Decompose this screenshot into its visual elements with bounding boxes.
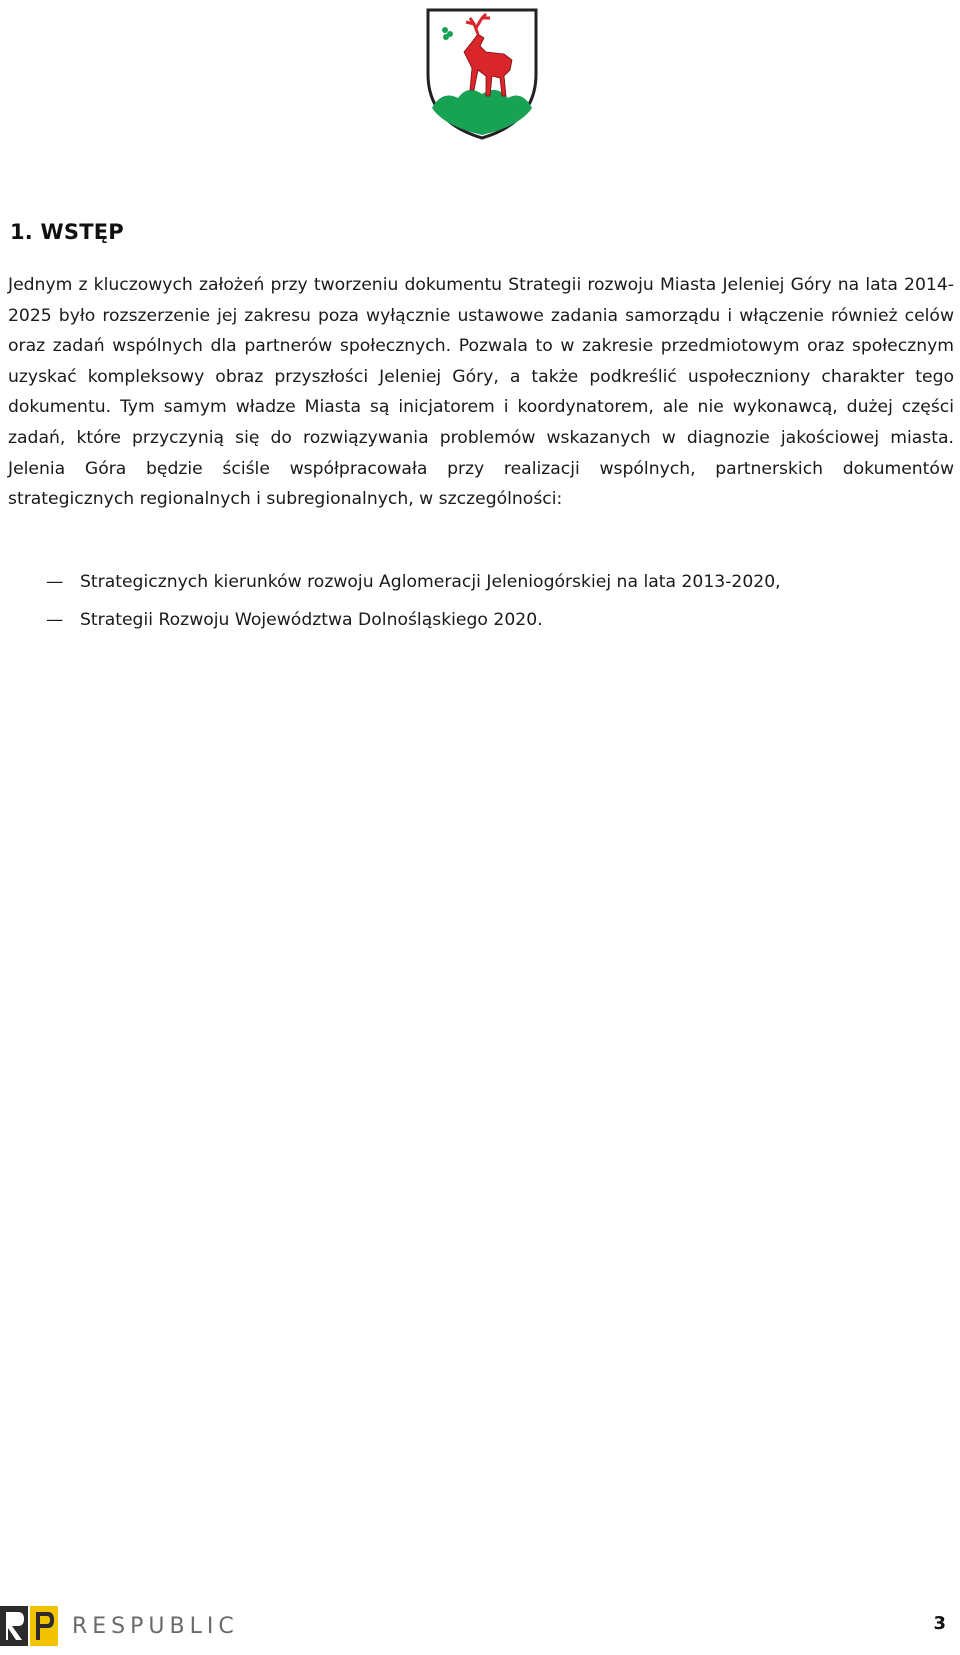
city-coat-of-arms-icon	[420, 4, 544, 142]
logo-wordmark: RESPUBLIC	[72, 1613, 239, 1639]
section-heading: 1. WSTĘP	[10, 220, 124, 244]
list-item-text: Strategicznych kierunków rozwoju Aglomeracji Jeleniogórskiej na lata 2013-2020,	[80, 572, 781, 592]
body-paragraph: Jednym z kluczowych założeń przy tworzeniu dokumentu Strategii rozwoju Miasta Jeleniej Góry na lata 2014-2025 było rozszerzenie jej zakresu poza wyłącznie ustawowe zadania samorządu i włączenie również celów oraz zadań wspólnych dla partnerów społecznych. Pozwala to w zakresie przedmiotowym oraz społecznym uzyskać kompleksowy obraz przyszłości Jeleniej Góry, a także podkreślić uspołeczniony charakter tego dokumentu. Tym samym władze Miasta są inicjatorem i koordynatorem, ale nie wykonawcą, dużej części zadań, które przyczynią się do rozwiązywania problemów wskazanych w diagnozie jakościowej miasta. Jelenia Góra będzie ściśle współpracowała przy realizacji wspólnych, partnerskich dokumentów strategicznych regionalnych i subregionalnych, w szczególności:	[8, 275, 954, 510]
bullet-list	[8, 563, 781, 639]
list-item	[8, 601, 781, 639]
respublic-logo	[0, 1606, 239, 1646]
dash-marker: —	[46, 572, 64, 592]
list-item	[8, 563, 781, 601]
page-number: 3	[933, 1613, 946, 1634]
list-item-text: Strategii Rozwoju Województwa Dolnośląskiego 2020.	[80, 610, 543, 630]
dash-marker: —	[46, 610, 64, 630]
rp-monogram-icon	[0, 1606, 60, 1646]
